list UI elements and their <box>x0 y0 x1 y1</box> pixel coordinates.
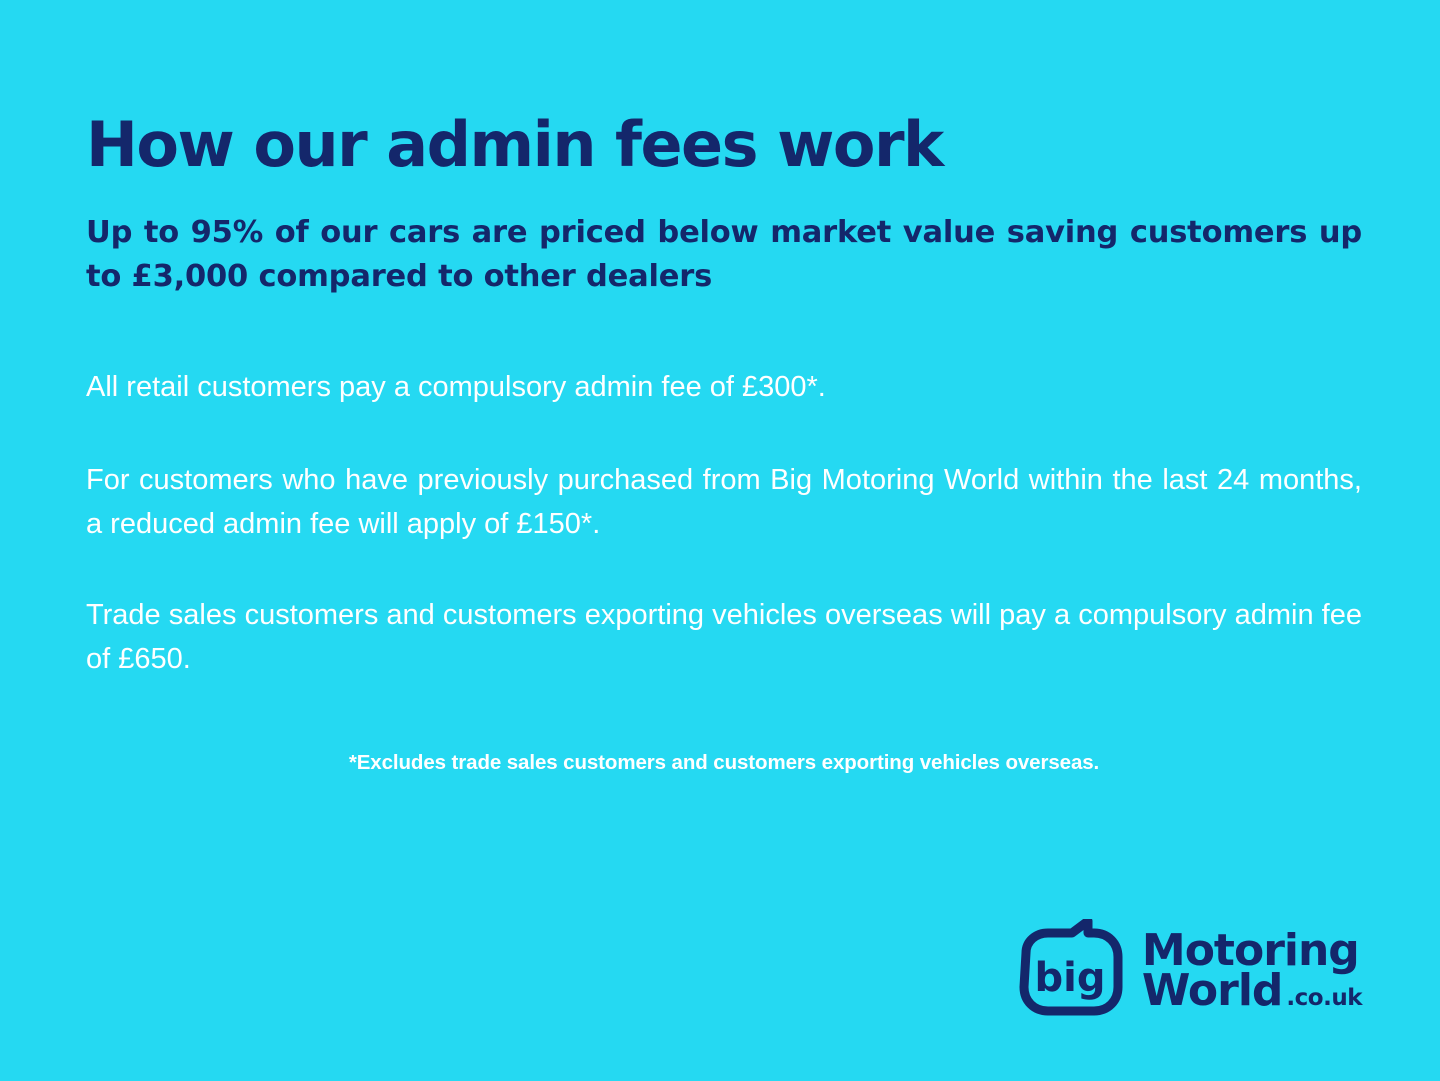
logo-wordmark <box>1141 924 1362 1016</box>
subheading: Up to 95% of our cars are priced below market value saving customers up to £3,000 compared to other dealers <box>86 215 1362 295</box>
paragraph-retail-fee: All retail customers pay a compulsory admin fee of £300*. <box>86 370 826 403</box>
page-title: How our admin fees work <box>86 108 943 181</box>
logo-line-motoring: Motoring <box>1141 924 1359 976</box>
svg-text:big: big <box>1034 955 1106 1001</box>
footnote-disclaimer: *Excludes trade sales customers and customers exporting vehicles overseas. <box>348 751 1100 775</box>
slide-content <box>86 0 1364 775</box>
paragraph-trade-export-fee: Trade sales customers and customers exporting vehicles overseas will pay a compulsory admin fee of £650. <box>86 599 1362 675</box>
paragraph-returning-customer-fee: For customers who have previously purchased from Big Motoring World within the last 24 months, a reduced admin fee will apply of £150*. <box>86 464 1362 540</box>
big-motoring-world-logo <box>1006 919 1362 1023</box>
logo-line-world <box>1141 965 1362 1016</box>
big-badge-icon <box>1006 919 1134 1023</box>
logo-world-text: World <box>1141 965 1283 1016</box>
logo-domain-text: .co.uk <box>1286 985 1362 1011</box>
